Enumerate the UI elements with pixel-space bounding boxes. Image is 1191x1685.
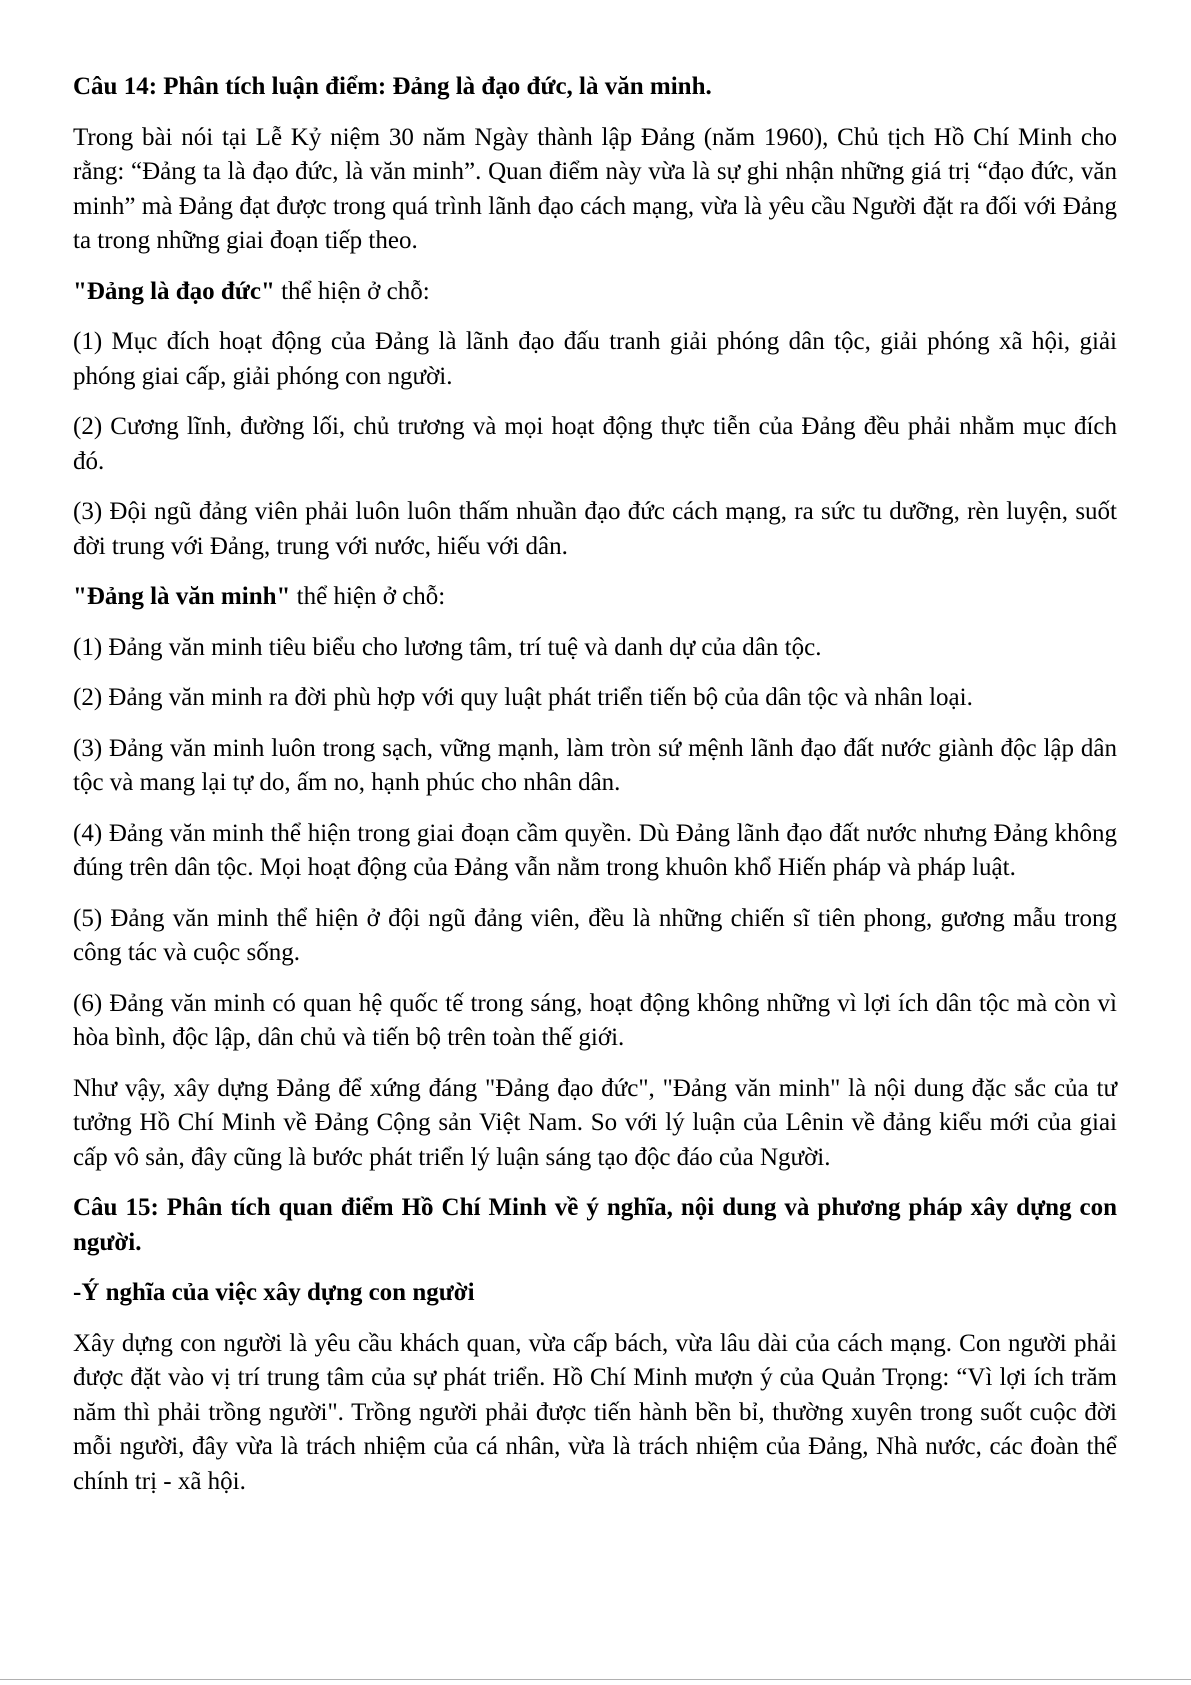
civilization-point-2: (2) Đảng văn minh ra đời phù hợp với quy luật phát triển tiến bộ của dân tộc và nhân loại.: [73, 684, 973, 711]
civilization-suffix: thể hiện ở chỗ:: [290, 583, 446, 610]
ethics-suffix: thể hiện ở chỗ:: [274, 277, 430, 305]
page-bottom-divider: [0, 1679, 1191, 1680]
ethics-heading: [73, 275, 1117, 310]
civilization-point-5: (5) Đảng văn minh thể hiện ở đội ngũ đảng viên, đều là những chiến sĩ tiên phong, gương mẫu trong công tác và cuộc sống.: [73, 904, 1117, 966]
ethics-point-3: (3) Đội ngũ đảng viên phải luôn luôn thấm nhuần đạo đức cách mạng, ra sức tu dưỡng, rèn luyện, suốt đời trung với Đảng, trung với nước, hiếu với dân.: [73, 498, 1117, 560]
document-page: [73, 70, 1117, 1515]
ethics-point-1: (1) Mục đích hoạt động của Đảng là lãnh đạo đấu tranh giải phóng dân tộc, giải phóng xã hội, giải phóng giai cấp, giải phóng con người.: [73, 328, 1117, 390]
q14-intro-paragraph: Trong bài nói tại Lễ Kỷ niệm 30 năm Ngày thành lập Đảng (năm 1960), Chủ tịch Hồ Chí Minh cho rằng: “Đảng ta là đạo đức, là văn minh”. Quan điểm này vừa là sự ghi nhận những giá trị “đạo đức, văn minh” mà Đảng đạt được trong quá trình lãnh đạo cách mạng, vừa là yêu cầu Người đặt ra đối với Đảng ta trong những giai đoạn tiếp theo.: [73, 123, 1117, 254]
ethics-point-2: (2) Cương lĩnh, đường lối, chủ trương và mọi hoạt động thực tiễn của Đảng đều phải nhằm mục đích đó.: [73, 413, 1117, 475]
civilization-point-1: (1) Đảng văn minh tiêu biểu cho lương tâm, trí tuệ và danh dự của dân tộc.: [73, 633, 822, 661]
civilization-label: "Đảng là văn minh": [73, 583, 291, 610]
q15-subheading: -Ý nghĩa của việc xây dựng con người: [73, 1279, 475, 1306]
civilization-heading: [73, 580, 1117, 615]
q15-body-paragraph: Xây dựng con người là yêu cầu khách quan, vừa cấp bách, vừa lâu dài của cách mạng. Con người phải được đặt vào vị trí trung tâm của sự phát triển. Hồ Chí Minh mượn ý của Quản Trọng: “Vì lợi ích trăm năm thì phải trồng người". Trồng người phải được tiến hành bền bỉ, thường xuyên trong suốt cuộc đời mỗi người, đây vừa là trách nhiệm của cá nhân, vừa là trách nhiệm của Đảng, Nhà nước, các đoàn thể chính trị - xã hội.: [73, 1329, 1117, 1495]
q15-title: Câu 15: Phân tích quan điểm Hồ Chí Minh về ý nghĩa, nội dung và phương pháp xây dựng con người.: [73, 1194, 1117, 1256]
civilization-point-4: (4) Đảng văn minh thể hiện trong giai đoạn cầm quyền. Dù Đảng lãnh đạo đất nước nhưng Đảng không đúng trên dân tộc. Mọi hoạt động của Đảng vẫn nằm trong khuôn khổ Hiến pháp và pháp luật.: [73, 819, 1117, 881]
civilization-point-6: (6) Đảng văn minh có quan hệ quốc tế trong sáng, hoạt động không những vì lợi ích dân tộc mà còn vì hòa bình, độc lập, dân chủ và tiến bộ trên toàn thế giới.: [73, 989, 1117, 1051]
q14-conclusion-paragraph: Như vậy, xây dựng Đảng để xứng đáng "Đảng đạo đức", "Đảng văn minh" là nội dung đặc sắc của tư tưởng Hồ Chí Minh về Đảng Cộng sản Việt Nam. So với lý luận của Lênin về đảng kiểu mới của giai cấp vô sản, đây cũng là bước phát triển lý luận sáng tạo độc đáo của Người.: [73, 1074, 1117, 1171]
ethics-label: "Đảng là đạo đức": [73, 277, 275, 305]
civilization-point-3: (3) Đảng văn minh luôn trong sạch, vững mạnh, làm tròn sứ mệnh lãnh đạo đất nước giành độc lập dân tộc và mang lại tự do, ấm no, hạnh phúc cho nhân dân.: [73, 734, 1117, 796]
q14-title: Câu 14: Phân tích luận điểm: Đảng là đạo đức, là văn minh.: [73, 73, 712, 100]
